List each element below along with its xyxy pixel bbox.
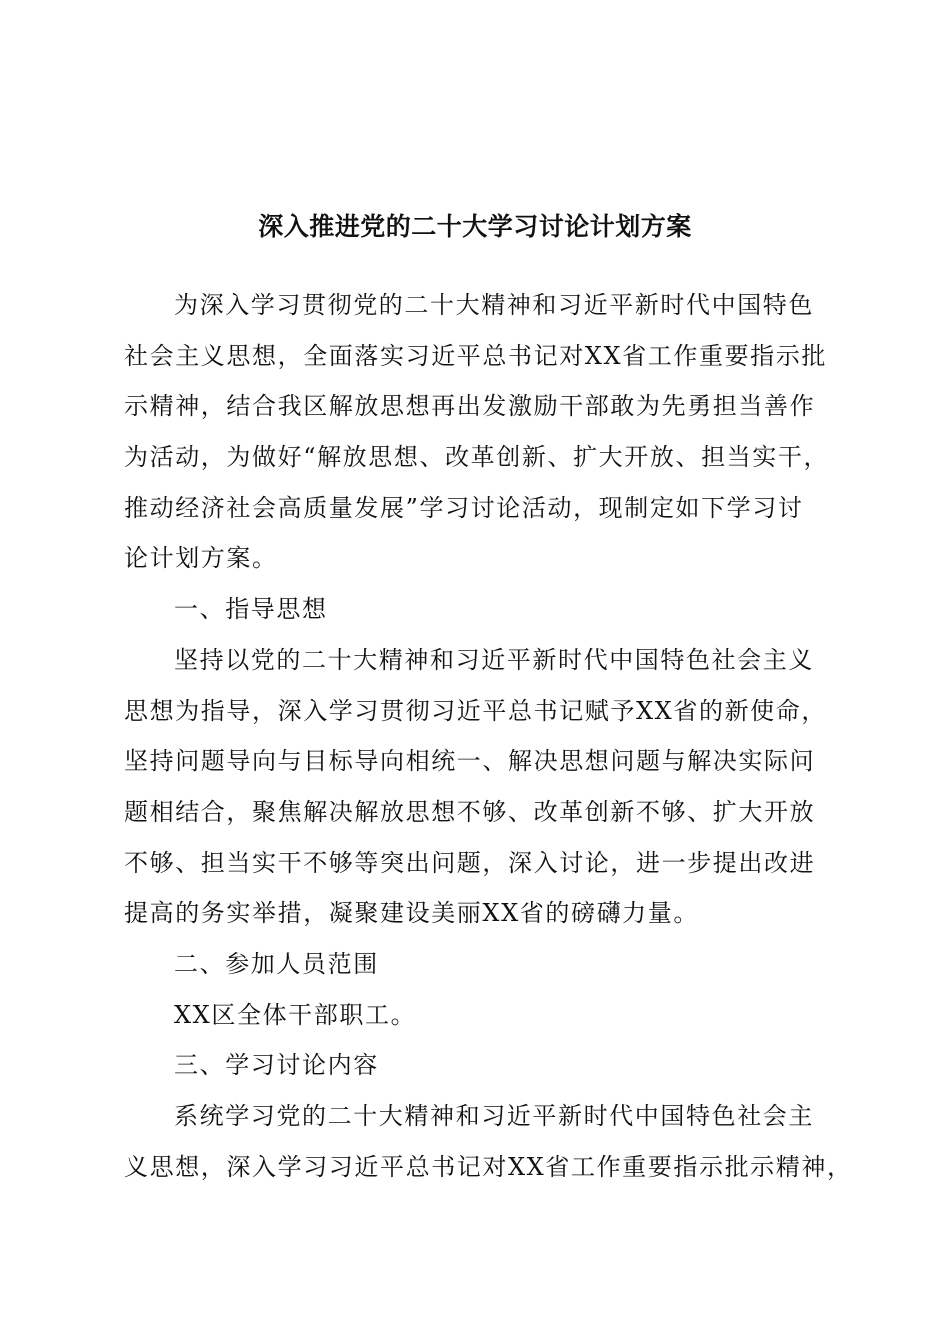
intro-line: 论计划方案。 [124,544,278,573]
section2-line: XX区全体干部职工。 [174,1000,417,1029]
section3-line: 系统学习党的二十大精神和习近平新时代中国特色社会主 [174,1102,814,1130]
intro-line: 示精神，结合我区解放思想再出发激励干部敢为先勇担当善作 [124,392,816,421]
intro-line: 推动经济社会高质量发展”学习讨论活动，现制定如下学习讨 [124,493,804,522]
intro-line: 为深入学习贯彻党的二十大精神和习近平新时代中国特色 [174,291,814,319]
section1-line: 坚持以党的二十大精神和习近平新时代中国特色社会主义 [174,645,814,674]
section1-line: 提高的务实举措，凝聚建设美丽XX省的磅礴力量。 [124,899,699,928]
section1-line: 坚持问题导向与目标导向相统一、解决思想问题与解决实际问 [124,747,816,776]
section-heading-participants: 二、参加人员范围 [174,949,379,978]
section1-line: 不够、担当实干不够等突出问题，深入讨论，进一步提出改进 [124,848,816,877]
document-body [124,280,853,1192]
section3-line: 义思想，深入学习习近平总书记对XX省工作重要指示批示精神， [124,1152,853,1181]
intro-line: 为活动，为做好“解放思想、改革创新、扩大开放、担当实干， [124,443,830,472]
intro-line: 社会主义思想，全面落实习近平总书记对XX省工作重要指示批 [124,341,827,370]
document-title: 深入推进党的二十大学习讨论计划方案 [258,212,692,241]
section1-line: 题相结合，聚焦解决解放思想不够、改革创新不够、扩大开放 [124,797,816,826]
section-heading-guiding-thought: 一、指导思想 [174,595,328,624]
section-heading-study-content: 三、学习讨论内容 [174,1051,379,1080]
section1-line: 思想为指导，深入学习贯彻习近平总书记赋予XX省的新使命， [124,696,827,725]
